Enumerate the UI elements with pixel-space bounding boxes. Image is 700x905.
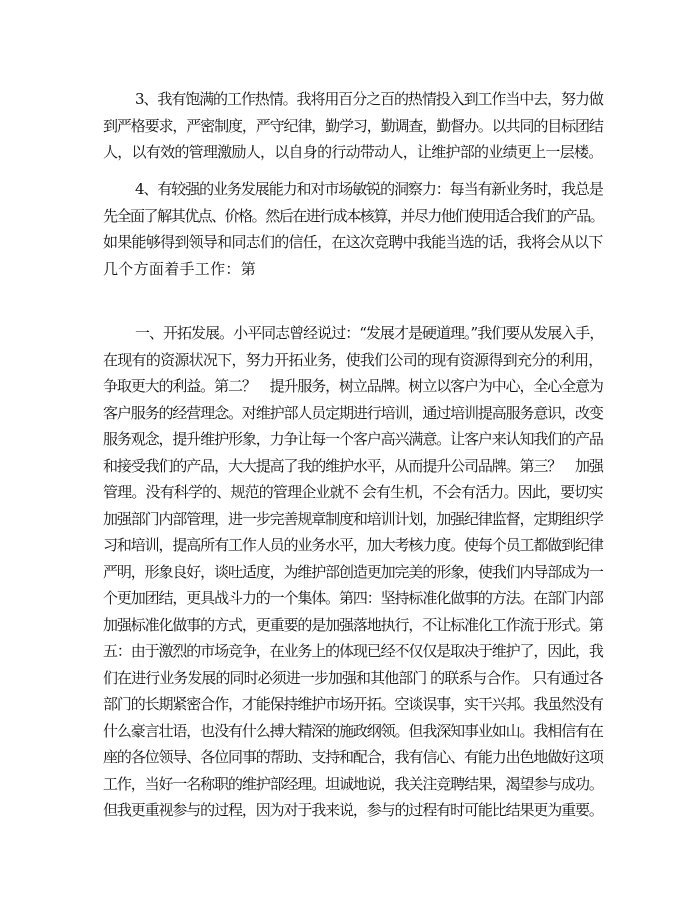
paragraph-5 (103, 320, 603, 824)
paragraph-line: 加强部门内部管理，进一步完善规章制度和培训计划，加强纪律监督，定期组织学 (103, 509, 603, 528)
paragraph-line: 争取更大的利益。第二？ 提升服务，树立品牌。树立以客户为中心，全心全意为 (103, 377, 603, 395)
paragraph-line: 习和培训，提高所有工作人员的业务水平，加大考核力度。使每个员工都做到纪律 (103, 536, 603, 554)
paragraph-line: 3、我有饱满的工作热情。我将用百分之百的热情投入到工作当中去，努力做 (135, 90, 603, 108)
paragraph-line: 座的各位领导、各位同事的帮助、支持和配合，我有信心、有能力出色地做好这项 (103, 748, 603, 766)
paragraph-3 (103, 86, 603, 166)
paragraph-line: 几个方面着手工作：第 (103, 259, 257, 278)
paragraph-line: 4、有较强的业务发展能力和对市场敏锐的洞察力：每当有新业务时，我总是 (135, 180, 603, 198)
paragraph-line: 如果能够得到领导和同志们的信任，在这次竞聘中我能当选的话，我将会从以下 (103, 233, 603, 251)
paragraph-line: 个更加团结，更具战斗力的一个集体。第四：坚持标准化做事的方法。在部门内部 (103, 589, 603, 607)
paragraph-line: 服务观念，提升维护形象，力争让每一个客户高兴满意。让客户来认知我们的产品 (103, 430, 603, 448)
paragraph-line: 五：由于激烈的市场竞争，在业务上的体现已经不仅仅是取决于维护了，因此，我 (103, 642, 603, 660)
paragraph-line: 在现有的资源状况下，努力开拓业务，使我们公司的现有资源得到充分的利用， (103, 350, 603, 369)
paragraph-line: 严明，形象良好，谈吐适度，为维护部创造更加完美的形象，使我们内导部成为一 (103, 562, 603, 581)
paragraph-line: 客户服务的经营理念。对维护部人员定期进行培训，通过培训提高服务意识，改变 (103, 403, 603, 422)
paragraph-line: 和接受我们的产品，大大提高了我的维护水平，从而提升公司品牌。第三？ 加强 (103, 456, 603, 475)
paragraph-line: 一、开拓发展。小平同志曾经说过：“发展才是硬道理。”我们要从发展入手， (135, 324, 604, 342)
paragraph-line: 人，以有效的管理激励人，以自身的行动带动人，让维护部的业绩更上一层楼。 (103, 143, 603, 161)
paragraph-line: 但我更重视参与的过程，因为对于我来说，参与的过程有时可能比结果更为重要。 (103, 801, 603, 819)
paragraph-line: 工作，当好一名称职的维护部经理。坦诚地说，我关注竞聘结果，渴望参与成功。 (103, 774, 603, 793)
paragraph-line: 管理。没有科学的、规范的管理企业就不 会有生机，不会有活力。因此，要切实 (103, 483, 603, 501)
paragraph-line: 加强标准化做事的方式，更重要的是加强落地执行，不让标准化工作流于形式。第 (103, 615, 603, 634)
paragraph-4 (103, 176, 603, 282)
paragraph-line: 什么豪言壮语，也没有什么搏大精深的施政纲领。但我深知事业如山。我相信有在 (103, 721, 603, 740)
paragraph-line: 部门的长期紧密合作，才能保持维护市场开拓。空谈误事，实干兴邦。我虽然没有 (103, 695, 603, 713)
paragraph-line: 先全面了解其优点、价格。然后在进行成本核算，并尽力他们使用适合我们的产品。 (103, 206, 604, 225)
paragraph-line: 到严格要求，严密制度，严守纪律，勤学习，勤调查，勤督办。以共同的目标团结 (103, 116, 603, 135)
paragraph-line: 们在进行业务发展的同时必须进一步加强和其他部门 的联系与合作。 只有通过各 (103, 668, 603, 687)
